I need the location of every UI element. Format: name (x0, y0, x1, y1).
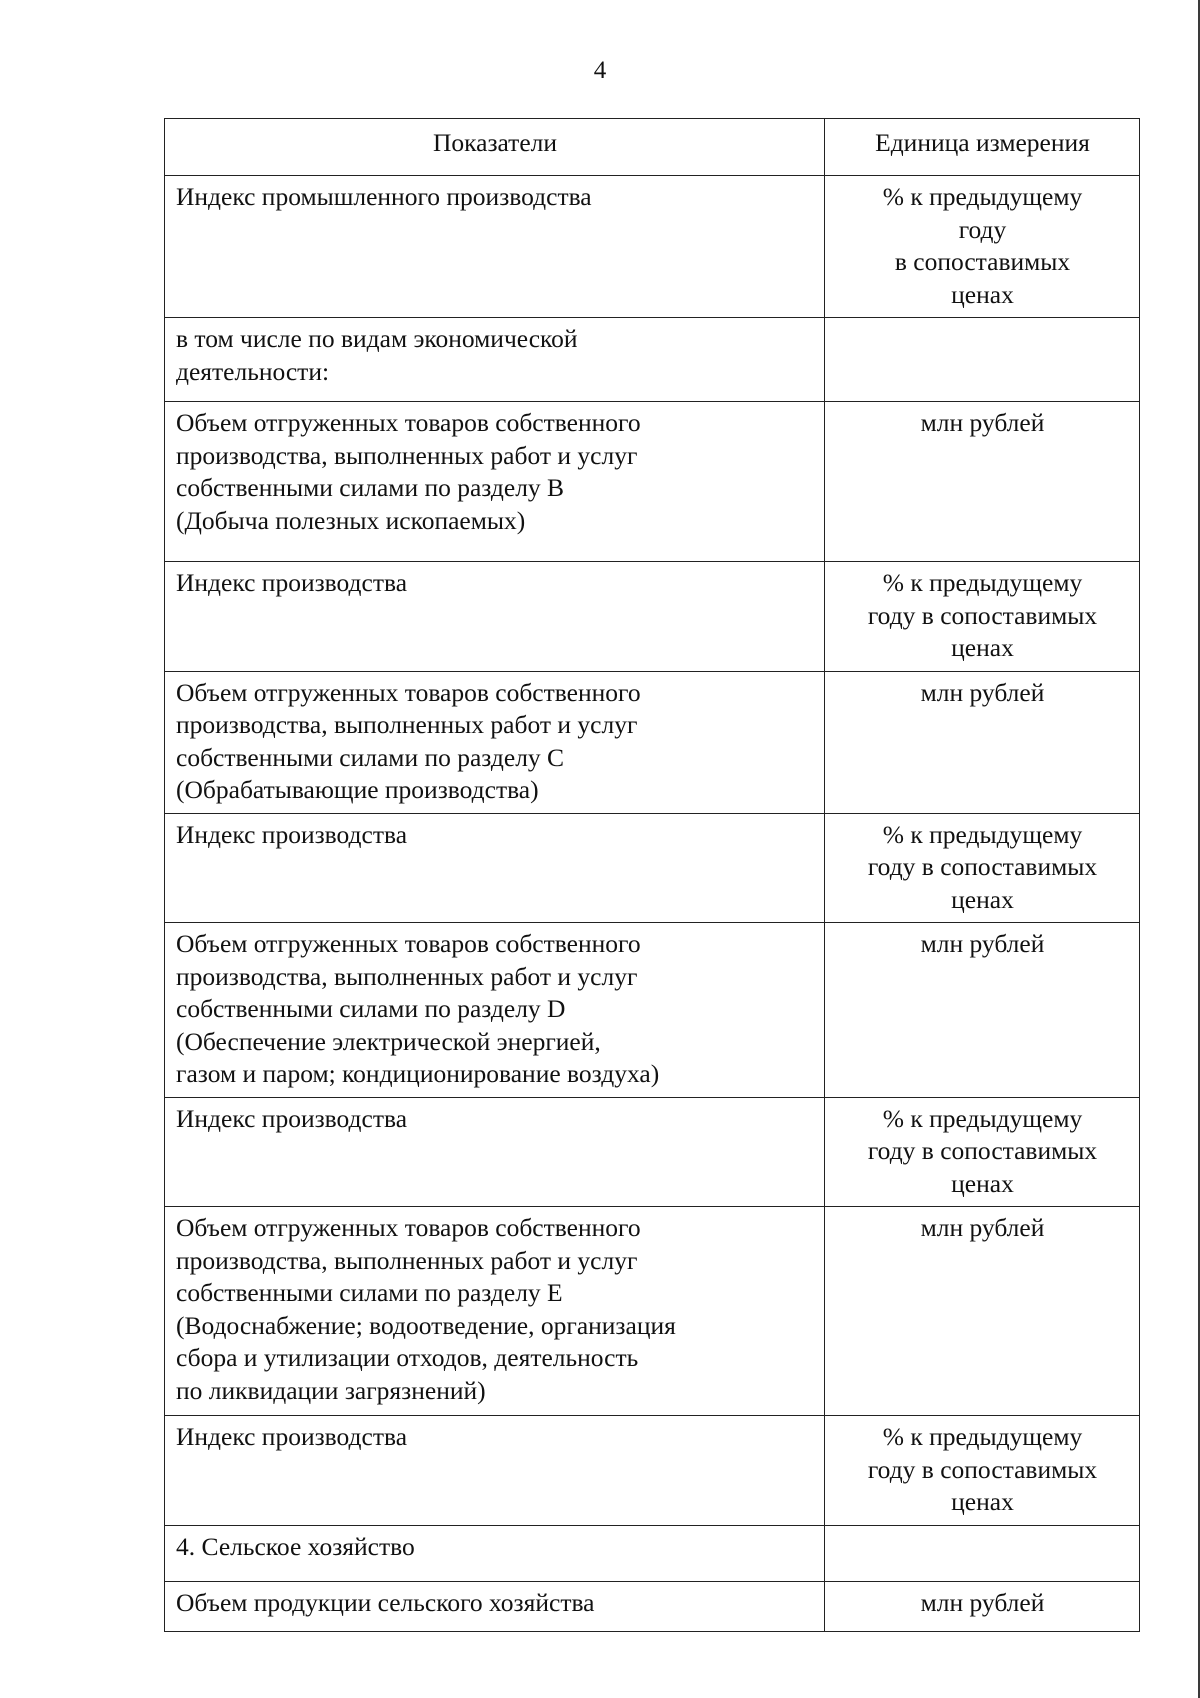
unit-text: млн рублей (920, 408, 1045, 437)
unit-cell (825, 176, 1140, 318)
unit-cell (825, 1416, 1140, 1526)
table-row (165, 318, 1140, 402)
indicator-text: Объем отгруженных товаров собственного производства, выполненных работ и услуг собственными силами по разделу D (Обеспечение электрической энергией, газом и паром; кондиционирование воздуха) (176, 929, 660, 1088)
unit-cell (825, 1207, 1140, 1416)
unit-text: % к предыдущему году в сопоставимых ценах (867, 1103, 1098, 1198)
indicator-cell (165, 176, 825, 318)
table-row (165, 1416, 1140, 1526)
unit-text: % к предыдущему году в сопоставимых ценах (882, 182, 1083, 309)
unit-cell (825, 671, 1140, 813)
unit-cell (825, 402, 1140, 562)
table-header-row (165, 119, 1140, 176)
table-row (165, 1207, 1140, 1416)
page-number: 4 (593, 57, 607, 84)
indicator-cell (165, 1416, 825, 1526)
indicator-cell (165, 671, 825, 813)
indicator-text: Индекс производства (176, 819, 408, 849)
indicator-text: Индекс производства (176, 1103, 408, 1133)
indicator-text: в том числе по видам экономической деятельности: (176, 324, 578, 386)
indicator-text: Объем отгруженных товаров собственного производства, выполненных работ и услуг собственными силами по разделу Е (Водоснабжение; водоотведение, организация сбора и утилизации отходов, деятельность по ликвидации загрязнений) (176, 1213, 676, 1405)
table-row (165, 176, 1140, 318)
indicator-cell (165, 402, 825, 562)
indicator-text: 4. Сельское хозяйство (176, 1531, 415, 1561)
unit-cell (825, 1097, 1140, 1207)
unit-cell (825, 923, 1140, 1098)
unit-cell (825, 318, 1140, 402)
indicator-cell (165, 1525, 825, 1581)
unit-text: млн рублей (920, 677, 1045, 707)
table-row (165, 1097, 1140, 1207)
indicator-text: Объем отгруженных товаров собственного производства, выполненных работ и услуг собственными силами по разделу С (Обрабатывающие производства) (176, 677, 641, 804)
unit-text: % к предыдущему году в сопоставимых ценах (867, 1422, 1098, 1516)
table-row (165, 402, 1140, 562)
indicator-cell (165, 813, 825, 923)
unit-cell (825, 1581, 1140, 1631)
indicator-text: Индекс промышленного производства (176, 182, 592, 211)
indicator-text: Индекс производства (176, 1422, 408, 1451)
table-row (165, 1525, 1140, 1581)
header-unit: Единица измерения (825, 119, 1140, 176)
header-indicators: Показатели (165, 119, 825, 176)
indicators-table (164, 118, 1140, 1632)
unit-text: % к предыдущему году в сопоставимых ценах (867, 568, 1098, 662)
indicator-cell (165, 318, 825, 402)
unit-text: млн рублей (920, 929, 1045, 958)
unit-text: млн рублей (920, 1213, 1045, 1242)
table-row (165, 562, 1140, 672)
indicator-cell (165, 923, 825, 1098)
indicator-cell (165, 1097, 825, 1207)
table-row (165, 813, 1140, 923)
indicator-text: Объем продукции сельского хозяйства (176, 1587, 595, 1617)
unit-text: % к предыдущему году в сопоставимых ценах (867, 819, 1098, 914)
indicator-cell (165, 1207, 825, 1416)
unit-cell (825, 1525, 1140, 1581)
unit-cell (825, 813, 1140, 923)
indicator-text: Индекс производства (176, 568, 408, 597)
indicator-text: Объем отгруженных товаров собственного производства, выполненных работ и услуг собственными силами по разделу В (Добыча полезных ископаемых) (176, 408, 641, 535)
indicator-cell (165, 1581, 825, 1631)
unit-cell (825, 562, 1140, 672)
indicator-cell (165, 562, 825, 672)
table-row (165, 923, 1140, 1098)
table-row (165, 671, 1140, 813)
unit-text: млн рублей (920, 1587, 1045, 1617)
table-row (165, 1581, 1140, 1631)
